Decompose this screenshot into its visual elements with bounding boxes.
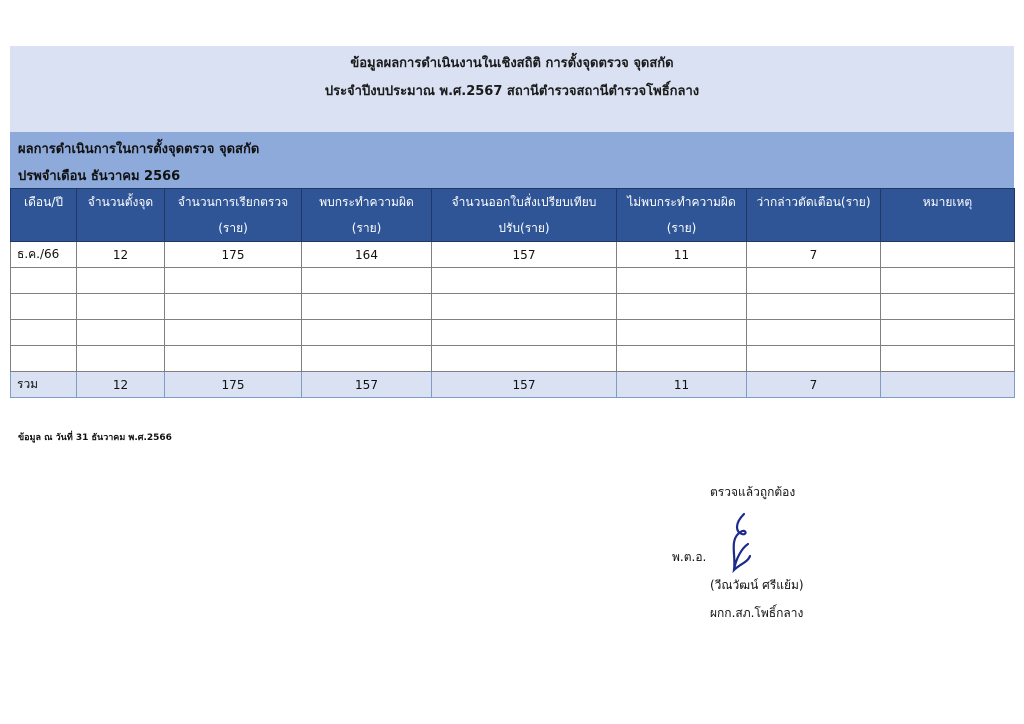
table-cell [881, 346, 1015, 372]
signer-position: ผกก.สภ.โพธิ์กลาง [710, 606, 804, 620]
table-cell [881, 268, 1015, 294]
table-cell [77, 346, 165, 372]
table-cell [881, 320, 1015, 346]
table-row [11, 320, 1015, 346]
total-cell: 157 [302, 372, 432, 398]
data-as-of-note: ข้อมูล ณ วันที่ 31 ธันวาคม พ.ศ.2566 [18, 433, 172, 443]
table-cell [747, 268, 881, 294]
table-cell [747, 346, 881, 372]
total-cell: รวม [11, 372, 77, 398]
column-header-month: เดือน/ปี [11, 189, 77, 242]
table-cell [165, 320, 302, 346]
table-cell [165, 294, 302, 320]
table-cell [77, 320, 165, 346]
section-heading-band [10, 132, 1014, 188]
table-row [11, 268, 1015, 294]
column-header-checkpoints: จำนวนตั้งจุด [77, 189, 165, 242]
total-cell: 7 [747, 372, 881, 398]
table-row [11, 294, 1015, 320]
column-header-inspections: จำนวนการเรียกตรวจ (ราย) [165, 189, 302, 242]
table-cell [11, 294, 77, 320]
section-heading: ผลการดำเนินการในการตั้งจุดตรวจ จุดสกัด [18, 142, 260, 157]
table-cell [11, 268, 77, 294]
column-header-tickets: จำนวนออกใบสั่งเปรียบเทียบ ปรับ(ราย) [432, 189, 617, 242]
table-total-row [11, 372, 1015, 398]
column-header-remarks: หมายเหตุ [881, 189, 1015, 242]
table-cell: 157 [432, 242, 617, 268]
column-header-offenses-found: พบกระทำความผิด (ราย) [302, 189, 432, 242]
report-title: ข้อมูลผลการดำเนินงานในเชิงสถิติ การตั้งจุดตรวจ จุดสกัด [350, 56, 674, 71]
total-cell: 157 [432, 372, 617, 398]
column-header-no-offense: ไม่พบกระทำความผิด (ราย) [617, 189, 747, 242]
table-cell [432, 294, 617, 320]
table-cell [881, 242, 1015, 268]
table-cell: 12 [77, 242, 165, 268]
table-cell: 175 [165, 242, 302, 268]
signer-name: (วีณวัฒน์ ศรีแย้ม) [710, 578, 804, 592]
table-cell [11, 346, 77, 372]
report-subtitle: ประจำปีงบประมาณ พ.ศ.2567 สถานีตำรวจสถานีตำรวจโพธิ์กลาง [324, 84, 700, 99]
total-cell: 12 [77, 372, 165, 398]
column-header-warnings: ว่ากล่าวตัดเตือน(ราย) [747, 189, 881, 242]
signer-rank: พ.ต.อ. [672, 550, 707, 564]
table-cell [881, 294, 1015, 320]
table-cell [617, 268, 747, 294]
table-cell: ธ.ค./66 [11, 242, 77, 268]
table-cell: 11 [617, 242, 747, 268]
table-cell [165, 346, 302, 372]
results-table [10, 188, 1015, 398]
total-cell: 11 [617, 372, 747, 398]
total-cell [881, 372, 1015, 398]
table-cell [747, 320, 881, 346]
table-cell [432, 320, 617, 346]
table-cell [747, 294, 881, 320]
table-cell [165, 268, 302, 294]
total-cell: 175 [165, 372, 302, 398]
section-period: ปรพจำเดือน ธันวาคม 2566 [18, 169, 181, 184]
table-cell [302, 268, 432, 294]
table-cell [302, 320, 432, 346]
table-cell [617, 320, 747, 346]
table-cell [77, 268, 165, 294]
table-cell [617, 346, 747, 372]
report-title-band [10, 46, 1014, 132]
table-cell [302, 346, 432, 372]
table-cell [11, 320, 77, 346]
table-row [11, 242, 1015, 268]
table-cell [432, 268, 617, 294]
verified-label: ตรวจแล้วถูกต้อง [710, 485, 796, 499]
table-row [11, 346, 1015, 372]
table-cell: 7 [747, 242, 881, 268]
table-cell [77, 294, 165, 320]
table-cell [617, 294, 747, 320]
table-cell [432, 346, 617, 372]
handwritten-signature [724, 512, 758, 576]
table-cell: 164 [302, 242, 432, 268]
table-header-row [11, 189, 1015, 242]
table-cell [302, 294, 432, 320]
